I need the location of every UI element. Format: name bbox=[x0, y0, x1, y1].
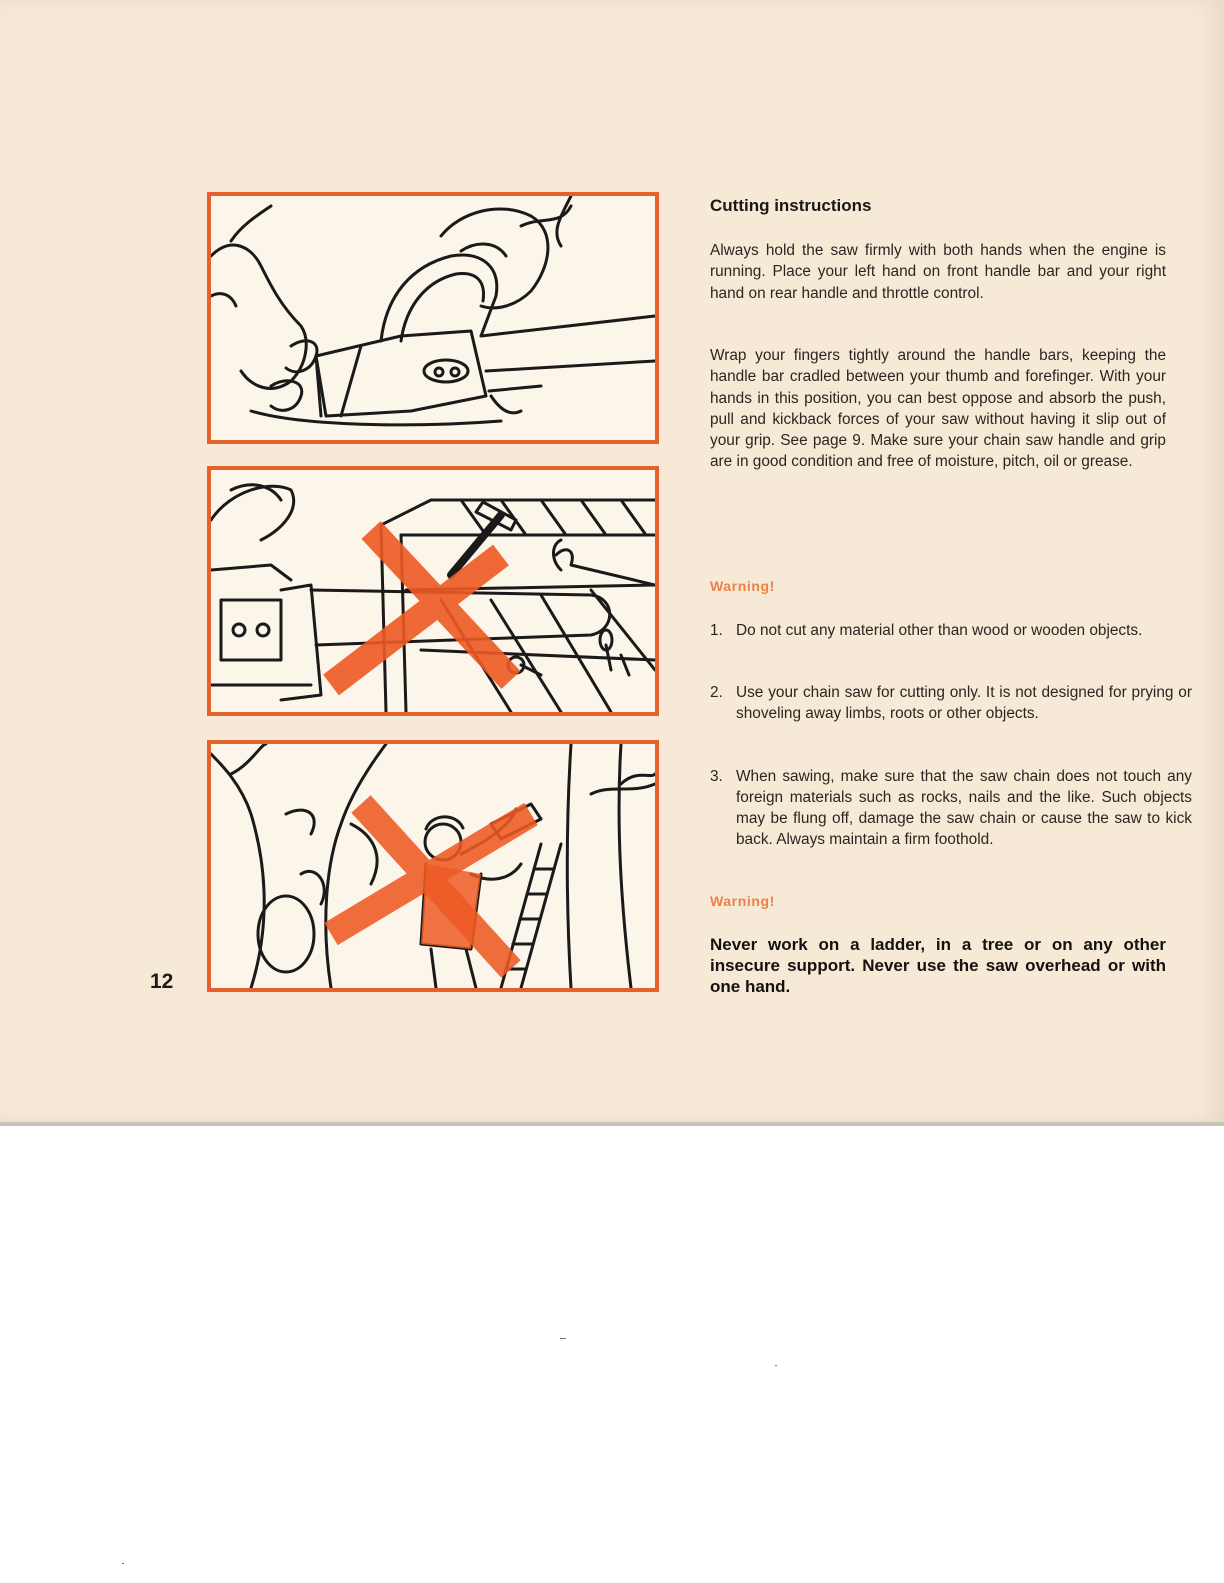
scan-speck bbox=[122, 1563, 124, 1564]
scan-speck bbox=[775, 1365, 777, 1366]
section-heading: Cutting instructions bbox=[710, 196, 872, 215]
list-item bbox=[710, 766, 1192, 850]
chainsaw-near-nails-drawing bbox=[211, 470, 655, 712]
warning-label: Warning! bbox=[710, 578, 775, 594]
paragraph-fingers: Wrap your fingers tightly around the handle bars, keeping the handle bar cradled between your thumb and forefinger. With your hands in this position, you can best oppose and absorb the push, pull and kickback forces of your saw without having it slip out of your grip. See page 9. Make sure your chain saw handle and grip are in good condition and free of moisture, pitch, oil or grease. bbox=[710, 347, 1166, 471]
man-on-ladder-drawing bbox=[211, 744, 655, 988]
list-item-text: When sawing, make sure that the saw chain does not touch any foreign materials such as rocks, nails and the like. Such objects may be flung off, damage the saw chain or cause the saw to kick back. Always maintain a firm foothold. bbox=[736, 768, 1192, 848]
list-item-text: Use your chain saw for cutting only. It is not designed for prying or shoveling away limbs, roots or other objects. bbox=[736, 684, 1192, 722]
list-item-number: 3. bbox=[710, 768, 723, 785]
list-item-number: 2. bbox=[710, 684, 723, 701]
paragraph-grip: Always hold the saw firmly with both hands when the engine is running. Place your left hand on front handle bar and your right hand on rear handle and throttle control. bbox=[710, 242, 1166, 302]
illustration-ladder-tree bbox=[207, 740, 659, 992]
hands-gripping-chainsaw-drawing bbox=[211, 196, 655, 440]
list-item-number: 1. bbox=[710, 622, 723, 639]
warning-label: Warning! bbox=[710, 893, 775, 909]
list-item bbox=[710, 682, 1192, 724]
list-item bbox=[710, 620, 1192, 641]
illustration-foreign-materials bbox=[207, 466, 659, 716]
illustration-hands-grip bbox=[207, 192, 659, 444]
scan-speck bbox=[560, 1338, 566, 1339]
list-item-text: Do not cut any material other than wood or wooden objects. bbox=[736, 622, 1143, 639]
final-warning: Never work on a ladder, in a tree or on any other insecure support. Never use the saw overhead or with one hand. bbox=[710, 935, 1166, 996]
page-number: 12 bbox=[150, 970, 174, 993]
